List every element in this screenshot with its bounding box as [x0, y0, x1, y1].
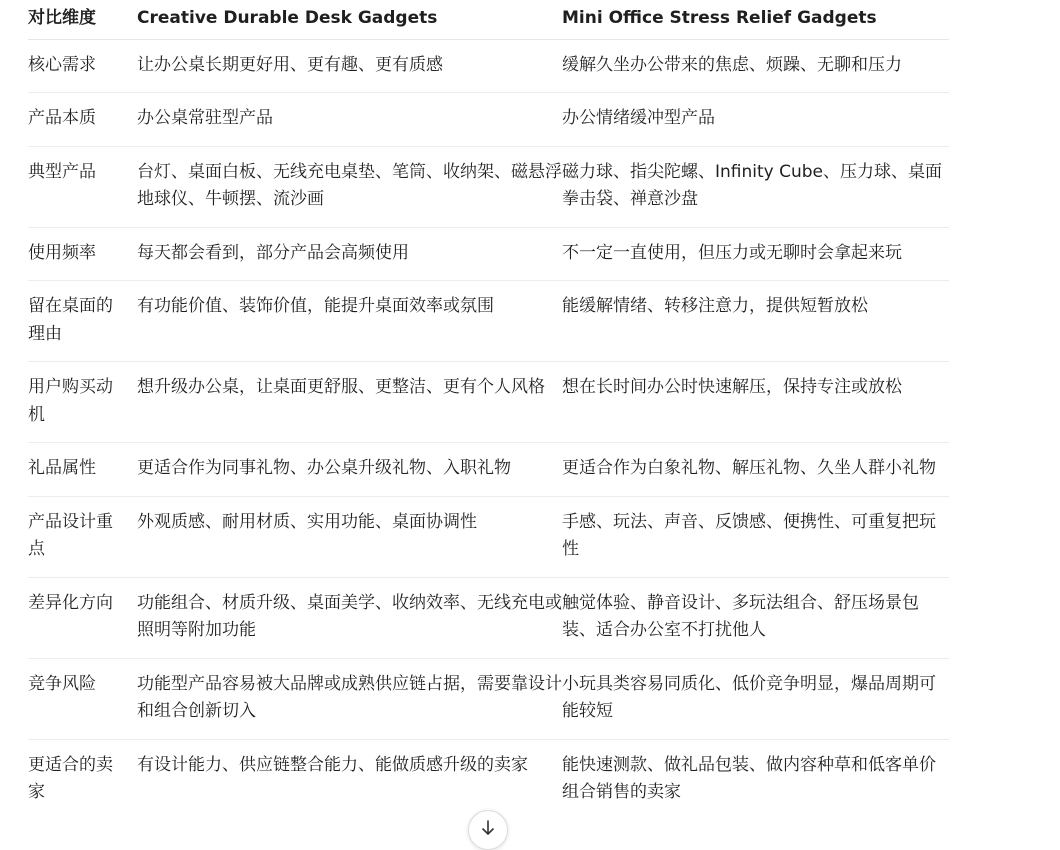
row-label: 更适合的卖家: [28, 754, 113, 802]
desk-gadgets-cell: 功能组合、材质升级、桌面美学、收纳效率、无线充电或照明等附加功能: [137, 577, 562, 658]
stress-relief-cell: 更适合作为白象礼物、解压礼物、久坐人群小礼物: [562, 443, 949, 497]
desk-gadgets-cell: 让办公桌长期更好用、更有趣、更有质感: [137, 39, 562, 93]
desk-gadgets-cell: 想升级办公桌，让桌面更舒服、更整洁、更有个人风格: [137, 362, 562, 443]
desk-gadgets-cell: 有功能价值、装饰价值，能提升桌面效率或氛围: [137, 281, 562, 362]
header-dimension: 对比维度: [28, 0, 137, 39]
row-label: 差异化方向: [28, 577, 137, 658]
row-label: 产品本质: [28, 93, 137, 147]
desk-gadgets-cell: 每天都会看到，部分产品会高频使用: [137, 227, 562, 281]
comparison-table: [28, 0, 949, 820]
stress-relief-cell: 小玩具类容易同质化、低价竞争明显，爆品周期可能较短: [562, 658, 949, 739]
row-label: 礼品属性: [28, 443, 137, 497]
stress-relief-cell: 办公情绪缓冲型产品: [562, 93, 949, 147]
desk-gadgets-cell: 台灯、桌面白板、无线充电桌垫、笔筒、收纳架、磁悬浮地球仪、牛顿摆、流沙画: [137, 146, 562, 227]
row-label: 竞争风险: [28, 658, 137, 739]
header-stress-relief-gadgets: Mini Office Stress Relief Gadgets: [562, 0, 949, 39]
header-desk-gadgets: Creative Durable Desk Gadgets: [137, 0, 562, 39]
stress-relief-cell: 磁力球、指尖陀螺、Infinity Cube、压力球、桌面拳击袋、禅意沙盘: [562, 146, 949, 227]
table-row: [28, 739, 949, 820]
stress-relief-cell: 能快速测款、做礼品包装、做内容种草和低客单价组合销售的卖家: [562, 754, 936, 802]
stress-relief-cell: 不一定一直使用，但压力或无聊时会拿起来玩: [562, 227, 949, 281]
scroll-to-bottom-button[interactable]: [468, 810, 508, 850]
stress-relief-cell: 缓解久坐办公带来的焦虑、烦躁、无聊和压力: [562, 39, 949, 93]
table-row: [28, 146, 949, 227]
row-label: 核心需求: [28, 39, 137, 93]
stress-relief-cell: 触觉体验、静音设计、多玩法组合、舒压场景包装、适合办公室不打扰他人: [562, 577, 949, 658]
row-label: 典型产品: [28, 146, 137, 227]
table-row: [28, 443, 949, 497]
row-label: 留在桌面的理由: [28, 281, 137, 362]
table-row: [28, 496, 949, 577]
arrow-down-icon: [479, 819, 497, 841]
desk-gadgets-cell: 办公桌常驻型产品: [137, 93, 562, 147]
table-row: [28, 227, 949, 281]
table-row: [28, 362, 949, 443]
table-row: [28, 281, 949, 362]
table-row: [28, 93, 949, 147]
table-header-row: [28, 0, 949, 39]
desk-gadgets-cell: 有设计能力、供应链整合能力、能做质感升级的卖家: [137, 754, 528, 775]
desk-gadgets-cell: 外观质感、耐用材质、实用功能、桌面协调性: [137, 496, 562, 577]
desk-gadgets-cell: 功能型产品容易被大品牌或成熟供应链占据，需要靠设计和组合创新切入: [137, 658, 562, 739]
table-row: [28, 577, 949, 658]
comparison-table-container: [28, 0, 949, 820]
table-row: [28, 658, 949, 739]
table-row: [28, 39, 949, 93]
stress-relief-cell: 能缓解情绪、转移注意力，提供短暂放松: [562, 281, 949, 362]
row-label: 产品设计重点: [28, 496, 137, 577]
row-label: 用户购买动机: [28, 362, 137, 443]
stress-relief-cell: 想在长时间办公时快速解压，保持专注或放松: [562, 362, 949, 443]
row-label: 使用频率: [28, 227, 137, 281]
desk-gadgets-cell: 更适合作为同事礼物、办公桌升级礼物、入职礼物: [137, 443, 562, 497]
stress-relief-cell: 手感、玩法、声音、反馈感、便携性、可重复把玩性: [562, 496, 949, 577]
